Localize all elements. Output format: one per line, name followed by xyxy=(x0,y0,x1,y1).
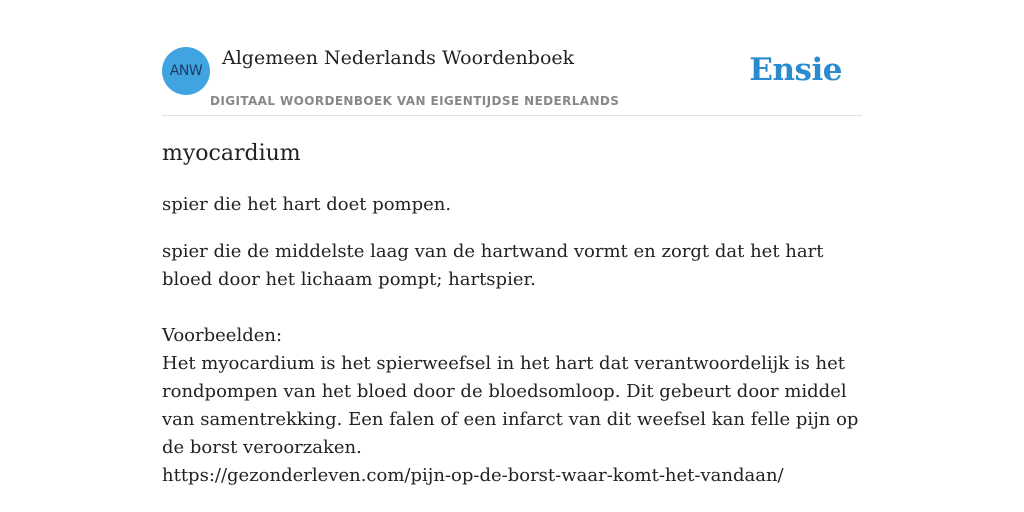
site-subtitle: DIGITAAL WOORDENBOEK VAN EIGENTIJDSE NEDERLANDS xyxy=(210,94,620,108)
header-divider xyxy=(162,115,862,116)
long-definition: spier die de middelste laag van de hartwand vormt en zorgt dat het hart bloed door het lichaam pompt; hartspier. xyxy=(162,241,824,290)
logo-text: ANW xyxy=(169,63,203,79)
examples-label: Voorbeelden: xyxy=(162,325,283,346)
example-source-url: https://gezonderleven.com/pijn-op-de-borst-waar-komt-het-vandaan/ xyxy=(162,465,784,486)
site-title[interactable]: Algemeen Nederlands Woordenboek xyxy=(222,47,575,69)
short-definition: spier die het hart doet pompen. xyxy=(162,194,452,215)
example-text: Het myocardium is het spierweefsel in het hart dat verantwoordelijk is het rondpompen van het bloed door de bloedsomloop. Dit gebeurt door middel van samentrekking. Een falen of een infarct van dit weefsel kan felle pijn op de borst veroorzaken. xyxy=(162,353,859,458)
entry-content xyxy=(162,138,862,490)
anw-logo[interactable] xyxy=(162,47,210,95)
site-header xyxy=(162,47,862,116)
ensie-brand-logo[interactable]: Ensie xyxy=(749,52,842,88)
entry-term: myocardium xyxy=(162,141,301,166)
